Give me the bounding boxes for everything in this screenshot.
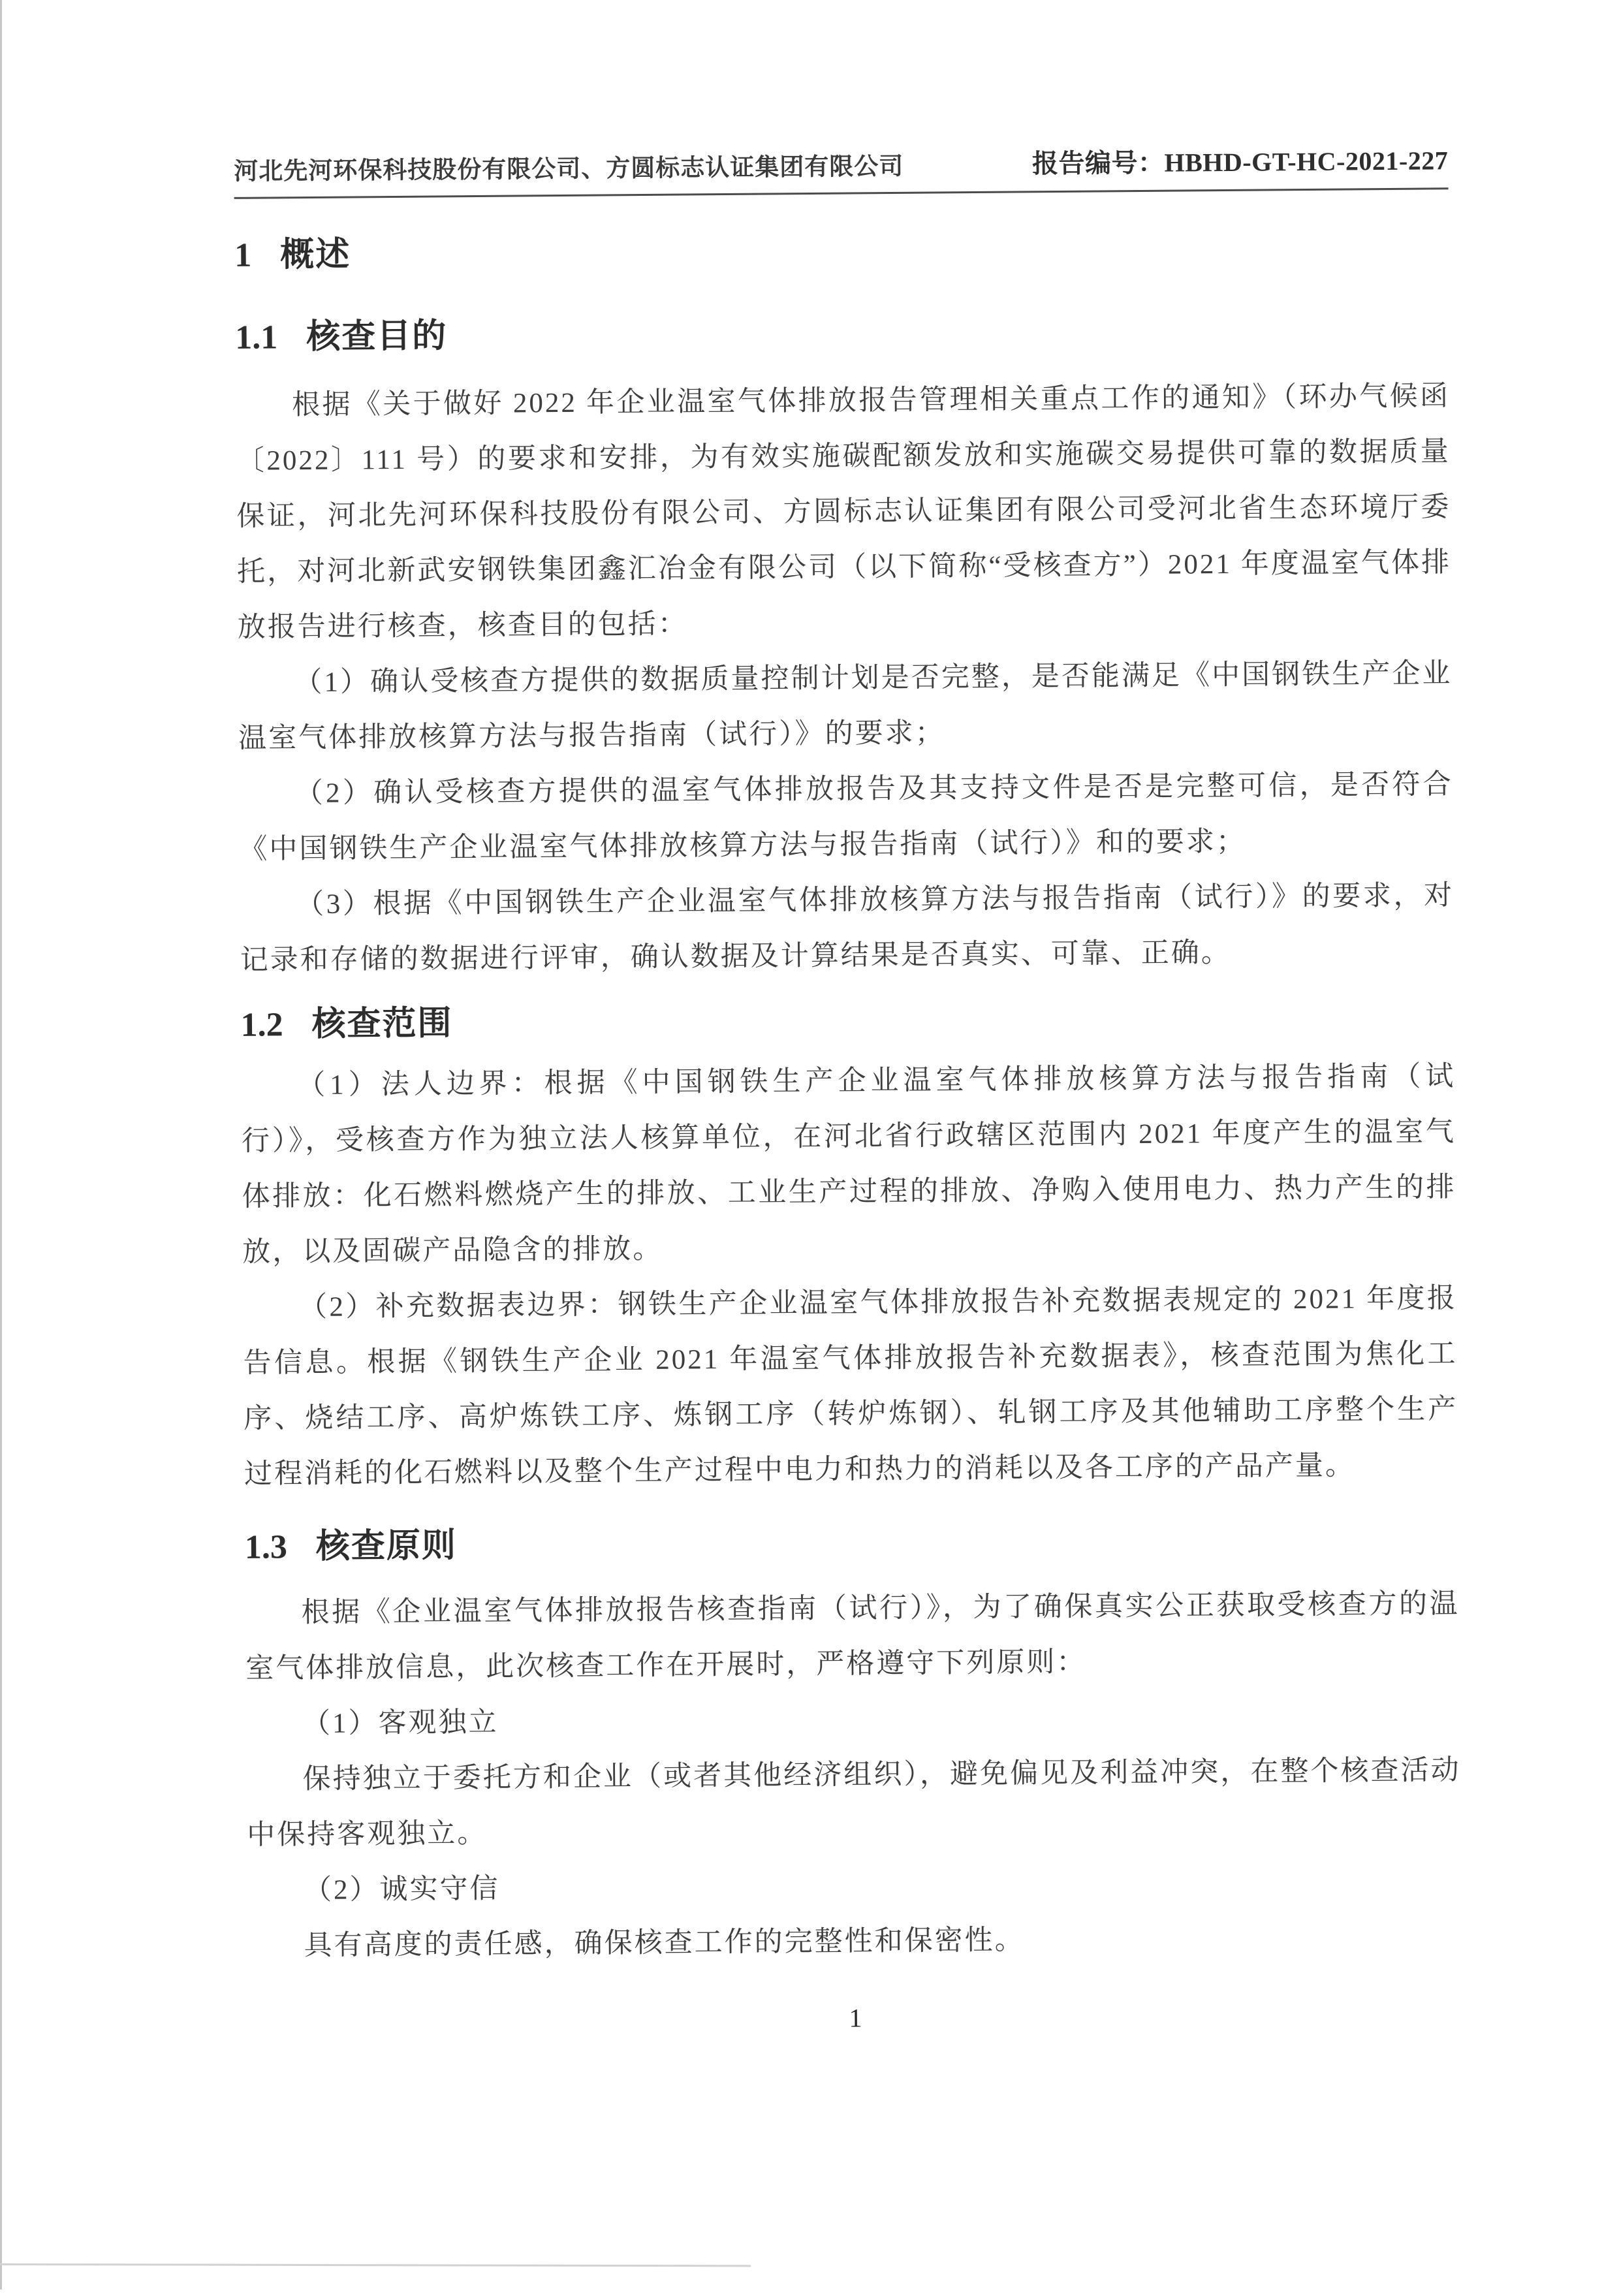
paragraph-purpose-item-3: （3）根据《中国钢铁生产企业温室气体排放核算方法与报告指南（试行）》的要求，对记录和存储的数据进行评审，确认数据及计算结果是否真实、可靠、正确。 [240, 880, 1454, 976]
report-number-value: HBHD-GT-HC-2021-227 [1164, 146, 1449, 178]
section-1-2-title: 核查范围 [311, 1005, 453, 1043]
page-footer [248, 1998, 1462, 2038]
section-1-1-heading [235, 308, 1449, 358]
section-1-2-heading [240, 996, 1454, 1046]
section-1-3-heading [245, 1518, 1459, 1568]
section-1-2-number: 1.2 [240, 1006, 283, 1044]
header-company-names: 河北先河环保科技股份有限公司、方圆标志认证集团有限公司 [234, 153, 904, 185]
paragraph-principle-2-description: 具有高度的责任感，确保核查工作的完整性和保密性。 [304, 1925, 1025, 1962]
paragraph-scope-legal-boundary: （1）法人边界：根据《中国钢铁生产企业温室气体排放核算方法与报告指南（试行）》，受核查方作为独立法人核算单位，在河北省行政辖区范围内 2021 年度产生的温室气体排放：化石燃料燃烧产生的排放、工业生产过程的排放、净购入使用电力、热力产生的排放，以及固碳产品隐含的排放。 [241, 1061, 1456, 1268]
page-header [234, 140, 1448, 187]
section-1-title: 概述 [280, 236, 351, 274]
section-1-3-title: 核查原则 [315, 1527, 458, 1565]
paragraph-purpose-item-1: （1）确认受核查方提供的数据质量控制计划是否完整，是否能满足《中国钢铁生产企业温室气体排放核算方法与报告指南（试行）》的要求； [238, 658, 1453, 754]
paragraph-principle-1-title: （1）客观独立 [302, 1706, 499, 1740]
paragraph-purpose-item-2: （2）确认受核查方提供的温室气体排放报告及其支持文件是否是完整可信，是否符合《中国钢铁生产企业温室气体排放核算方法与报告指南（试行）》和的要求； [239, 769, 1453, 865]
header-divider [234, 187, 1449, 199]
page-number: 1 [849, 2003, 862, 2033]
paragraph-purpose-intro: 根据《关于做好 2022 年企业温室气体排放报告管理相关重点工作的通知》（环办气候函〔2022〕111 号）的要求和安排，为有效实施碳配额发放和实施碳交易提供可靠的数据质量保证，河北先河环保科技股份有限公司、方圆标志认证集团有限公司受河北省生态环境厅委托，对河北新武安钢铁集团鑫汇冶金有限公司（以下简称“受核查方”）2021 年度温室气体排放报告进行核查，核查目的包括： [236, 381, 1452, 643]
section-1-number: 1 [234, 236, 252, 274]
paragraph-principle-2-title: （2）诚实守信 [303, 1873, 500, 1906]
paragraph-scope-supplementary-table: （2）补充数据表边界：钢铁生产企业温室气体排放报告补充数据表规定的 2021 年度报告信息。根据《钢铁生产企业 2021 年温室气体排放报告补充数据表》，核查范围为焦化工序、烧结工序、高炉炼铁工序、炼钢工序（转炉炼钢）、轧钢工序及其他辅助工序整个生产过程消耗的化石燃料以及整个生产过程中电力和热力的消耗以及各工序的产品产量。 [243, 1283, 1458, 1490]
section-1-3-number: 1.3 [244, 1528, 288, 1566]
paragraph-principles-intro: 根据《企业温室气体排放报告核查指南（试行）》，为了确保真实公正获取受核查方的温室气体排放信息，此次核查工作在开展时，严格遵守下列原则： [245, 1588, 1460, 1684]
section-1-1-number: 1.1 [235, 319, 278, 356]
report-number-label: 报告编号： [1031, 148, 1165, 179]
paragraph-principle-1-description: 保持独立于委托方和企业（或者其他经济组织），避免偏见及利益冲突，在整个核查活动中保持客观独立。 [247, 1755, 1461, 1851]
header-report-number [1032, 140, 1449, 180]
section-1-heading [234, 226, 1449, 276]
section-1-1-title: 核查目的 [306, 317, 448, 356]
